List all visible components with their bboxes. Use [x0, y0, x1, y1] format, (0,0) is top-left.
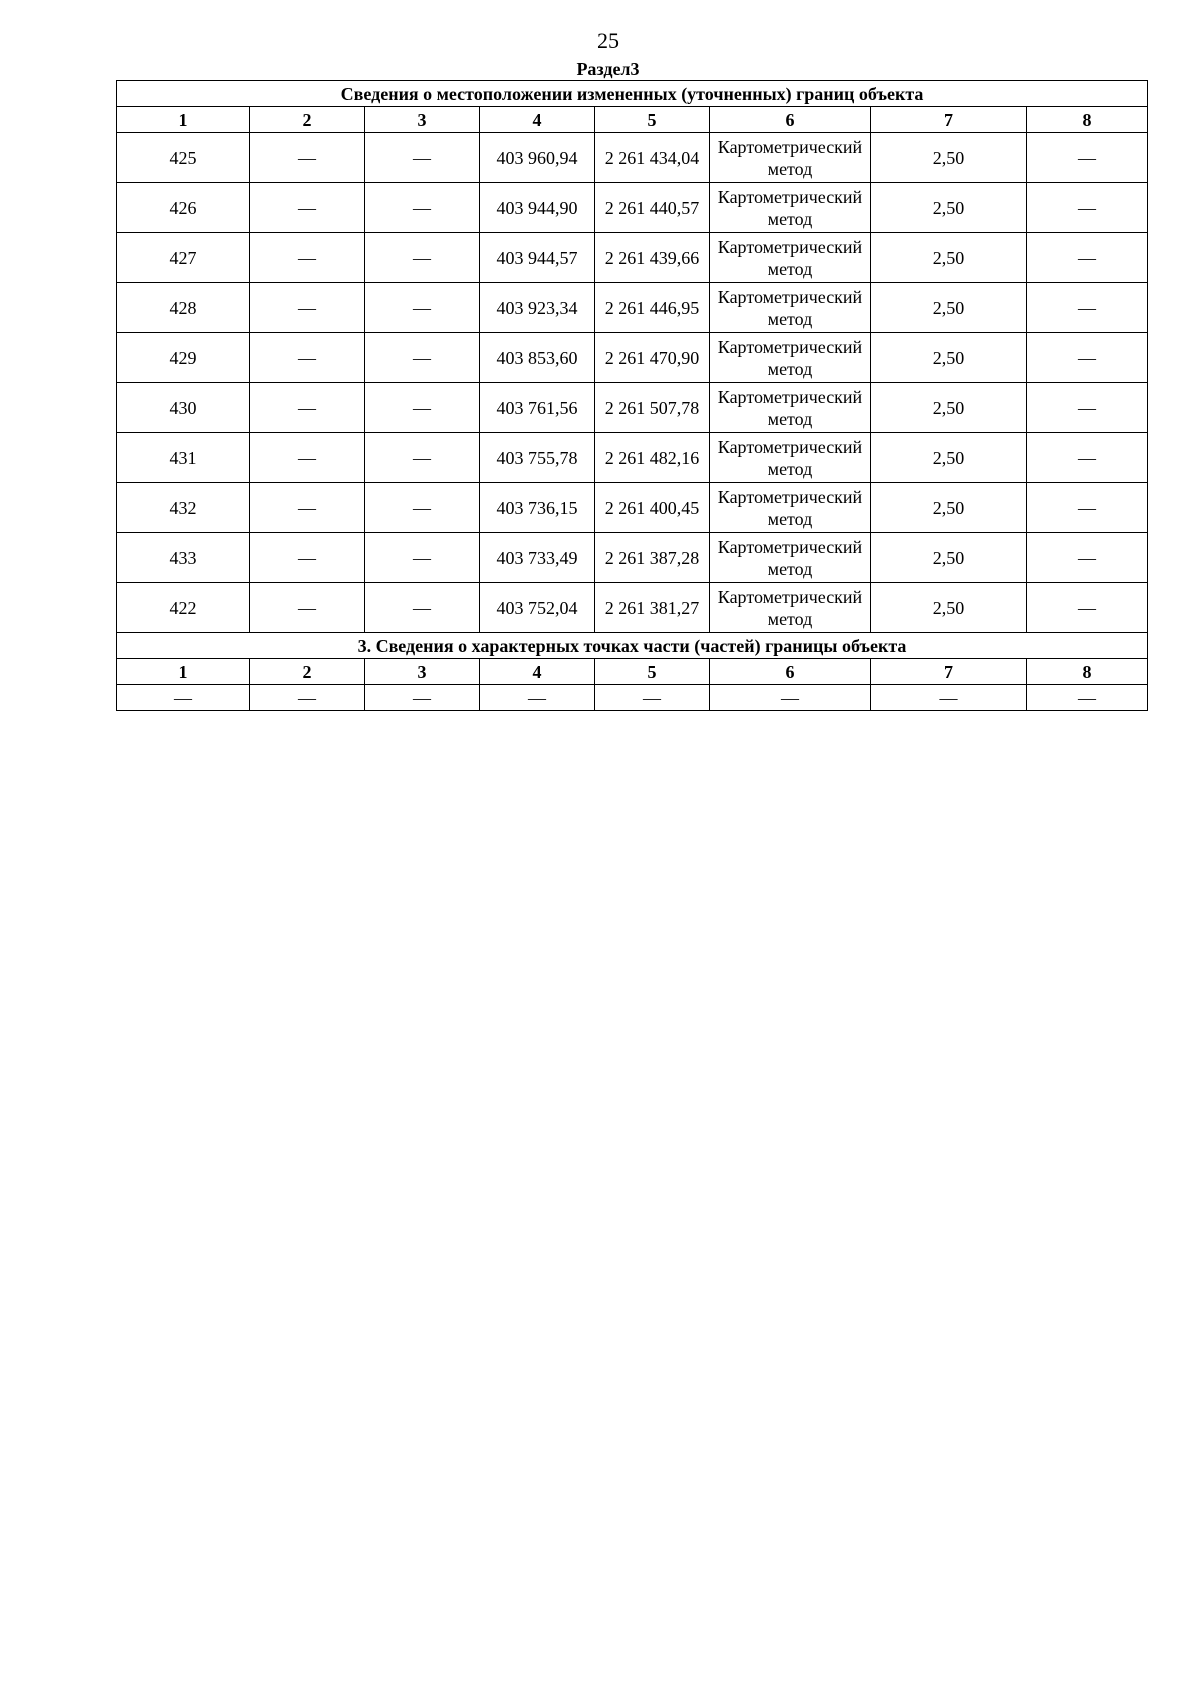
method-cell: Картометрический метод	[710, 183, 871, 233]
dash-cell: —	[250, 685, 365, 711]
column-header: 4	[480, 107, 595, 133]
column-header: 8	[1027, 107, 1148, 133]
column-header: 1	[117, 107, 250, 133]
method-cell: Картометрический метод	[710, 583, 871, 633]
point-number: 431	[117, 433, 250, 483]
coordinate-x: 403 733,49	[480, 533, 595, 583]
precision-cell: 2,50	[871, 233, 1027, 283]
precision-cell: 2,50	[871, 383, 1027, 433]
precision-cell: 2,50	[871, 583, 1027, 633]
column-header: 2	[250, 659, 365, 685]
precision-cell: 2,50	[871, 533, 1027, 583]
precision-cell: 2,50	[871, 183, 1027, 233]
dash-cell: —	[250, 583, 365, 633]
dash-cell: —	[1027, 433, 1148, 483]
coordinate-y: 2 261 434,04	[595, 133, 710, 183]
table-row	[117, 533, 1148, 583]
dash-cell: —	[365, 283, 480, 333]
point-number: 425	[117, 133, 250, 183]
column-header: 5	[595, 107, 710, 133]
method-cell: Картометрический метод	[710, 333, 871, 383]
dash-cell: —	[250, 183, 365, 233]
precision-cell: 2,50	[871, 483, 1027, 533]
dash-cell: —	[250, 333, 365, 383]
dash-cell: —	[1027, 333, 1148, 383]
dash-cell: —	[365, 383, 480, 433]
point-number: 426	[117, 183, 250, 233]
block1-title-row	[117, 81, 1148, 107]
block1-header-row	[117, 107, 1148, 133]
section-title: Раздел3	[576, 59, 640, 79]
method-cell: Картометрический метод	[710, 383, 871, 433]
column-header: 8	[1027, 659, 1148, 685]
dash-cell: —	[365, 333, 480, 383]
block1-title: Сведения о местоположении измененных (уточненных) границ объекта	[117, 81, 1148, 107]
dash-cell: —	[250, 233, 365, 283]
point-number: 428	[117, 283, 250, 333]
coordinate-x: 403 960,94	[480, 133, 595, 183]
column-header: 3	[365, 107, 480, 133]
table-row	[117, 183, 1148, 233]
precision-cell: 2,50	[871, 333, 1027, 383]
dash-cell: —	[250, 383, 365, 433]
column-header: 6	[710, 659, 871, 685]
block2-header-row	[117, 659, 1148, 685]
table-row	[117, 483, 1148, 533]
coordinate-y: 2 261 482,16	[595, 433, 710, 483]
method-cell: Картометрический метод	[710, 283, 871, 333]
point-number: 422	[117, 583, 250, 633]
precision-cell: 2,50	[871, 433, 1027, 483]
coordinate-y: 2 261 387,28	[595, 533, 710, 583]
dash-cell: —	[871, 685, 1027, 711]
precision-cell: 2,50	[871, 283, 1027, 333]
dash-cell: —	[250, 133, 365, 183]
table-row	[117, 685, 1148, 711]
dash-cell: —	[1027, 183, 1148, 233]
column-header: 3	[365, 659, 480, 685]
table-row	[117, 133, 1148, 183]
dash-cell: —	[365, 483, 480, 533]
column-header: 5	[595, 659, 710, 685]
dash-cell: —	[1027, 383, 1148, 433]
coordinate-y: 2 261 507,78	[595, 383, 710, 433]
table-row	[117, 333, 1148, 383]
dash-cell: —	[1027, 583, 1148, 633]
dash-cell: —	[365, 533, 480, 583]
coordinate-x: 403 853,60	[480, 333, 595, 383]
column-header: 7	[871, 107, 1027, 133]
table-row	[117, 583, 1148, 633]
table-row	[117, 433, 1148, 483]
dash-cell: —	[480, 685, 595, 711]
dash-cell: —	[250, 283, 365, 333]
dash-cell: —	[365, 433, 480, 483]
dash-cell: —	[1027, 233, 1148, 283]
dash-cell: —	[250, 433, 365, 483]
block2-title: 3. Сведения о характерных точках части (частей) границы объекта	[117, 633, 1148, 659]
method-cell: Картометрический метод	[710, 433, 871, 483]
dash-cell: —	[365, 685, 480, 711]
coordinate-x: 403 761,56	[480, 383, 595, 433]
dash-cell: —	[1027, 685, 1148, 711]
coordinate-x: 403 944,57	[480, 233, 595, 283]
point-number: 429	[117, 333, 250, 383]
method-cell: Картометрический метод	[710, 133, 871, 183]
column-header: 4	[480, 659, 595, 685]
point-number: 427	[117, 233, 250, 283]
method-cell: Картометрический метод	[710, 233, 871, 283]
coordinate-y: 2 261 400,45	[595, 483, 710, 533]
coordinate-y: 2 261 446,95	[595, 283, 710, 333]
point-number: 430	[117, 383, 250, 433]
dash-cell: —	[365, 583, 480, 633]
coordinate-x: 403 752,04	[480, 583, 595, 633]
coordinate-x: 403 944,90	[480, 183, 595, 233]
coordinate-x: 403 736,15	[480, 483, 595, 533]
table-row	[117, 383, 1148, 433]
dash-cell: —	[1027, 483, 1148, 533]
page-number: 25	[597, 28, 619, 53]
dash-cell: —	[250, 483, 365, 533]
coordinate-y: 2 261 440,57	[595, 183, 710, 233]
dash-cell: —	[365, 183, 480, 233]
point-number: 433	[117, 533, 250, 583]
dash-cell: —	[250, 533, 365, 583]
column-header: 1	[117, 659, 250, 685]
block2-title-row	[117, 633, 1148, 659]
dash-cell: —	[117, 685, 250, 711]
dash-cell: —	[1027, 133, 1148, 183]
column-header: 7	[871, 659, 1027, 685]
column-header: 2	[250, 107, 365, 133]
coordinate-x: 403 923,34	[480, 283, 595, 333]
table-row	[117, 233, 1148, 283]
coordinate-y: 2 261 381,27	[595, 583, 710, 633]
method-cell: Картометрический метод	[710, 533, 871, 583]
precision-cell: 2,50	[871, 133, 1027, 183]
dash-cell: —	[365, 133, 480, 183]
dash-cell: —	[365, 233, 480, 283]
point-number: 432	[117, 483, 250, 533]
coordinates-table	[116, 80, 1148, 711]
coordinate-y: 2 261 439,66	[595, 233, 710, 283]
dash-cell: —	[1027, 283, 1148, 333]
dash-cell: —	[595, 685, 710, 711]
dash-cell: —	[1027, 533, 1148, 583]
column-header: 6	[710, 107, 871, 133]
dash-cell: —	[710, 685, 871, 711]
table-row	[117, 283, 1148, 333]
coordinate-x: 403 755,78	[480, 433, 595, 483]
coordinate-y: 2 261 470,90	[595, 333, 710, 383]
method-cell: Картометрический метод	[710, 483, 871, 533]
